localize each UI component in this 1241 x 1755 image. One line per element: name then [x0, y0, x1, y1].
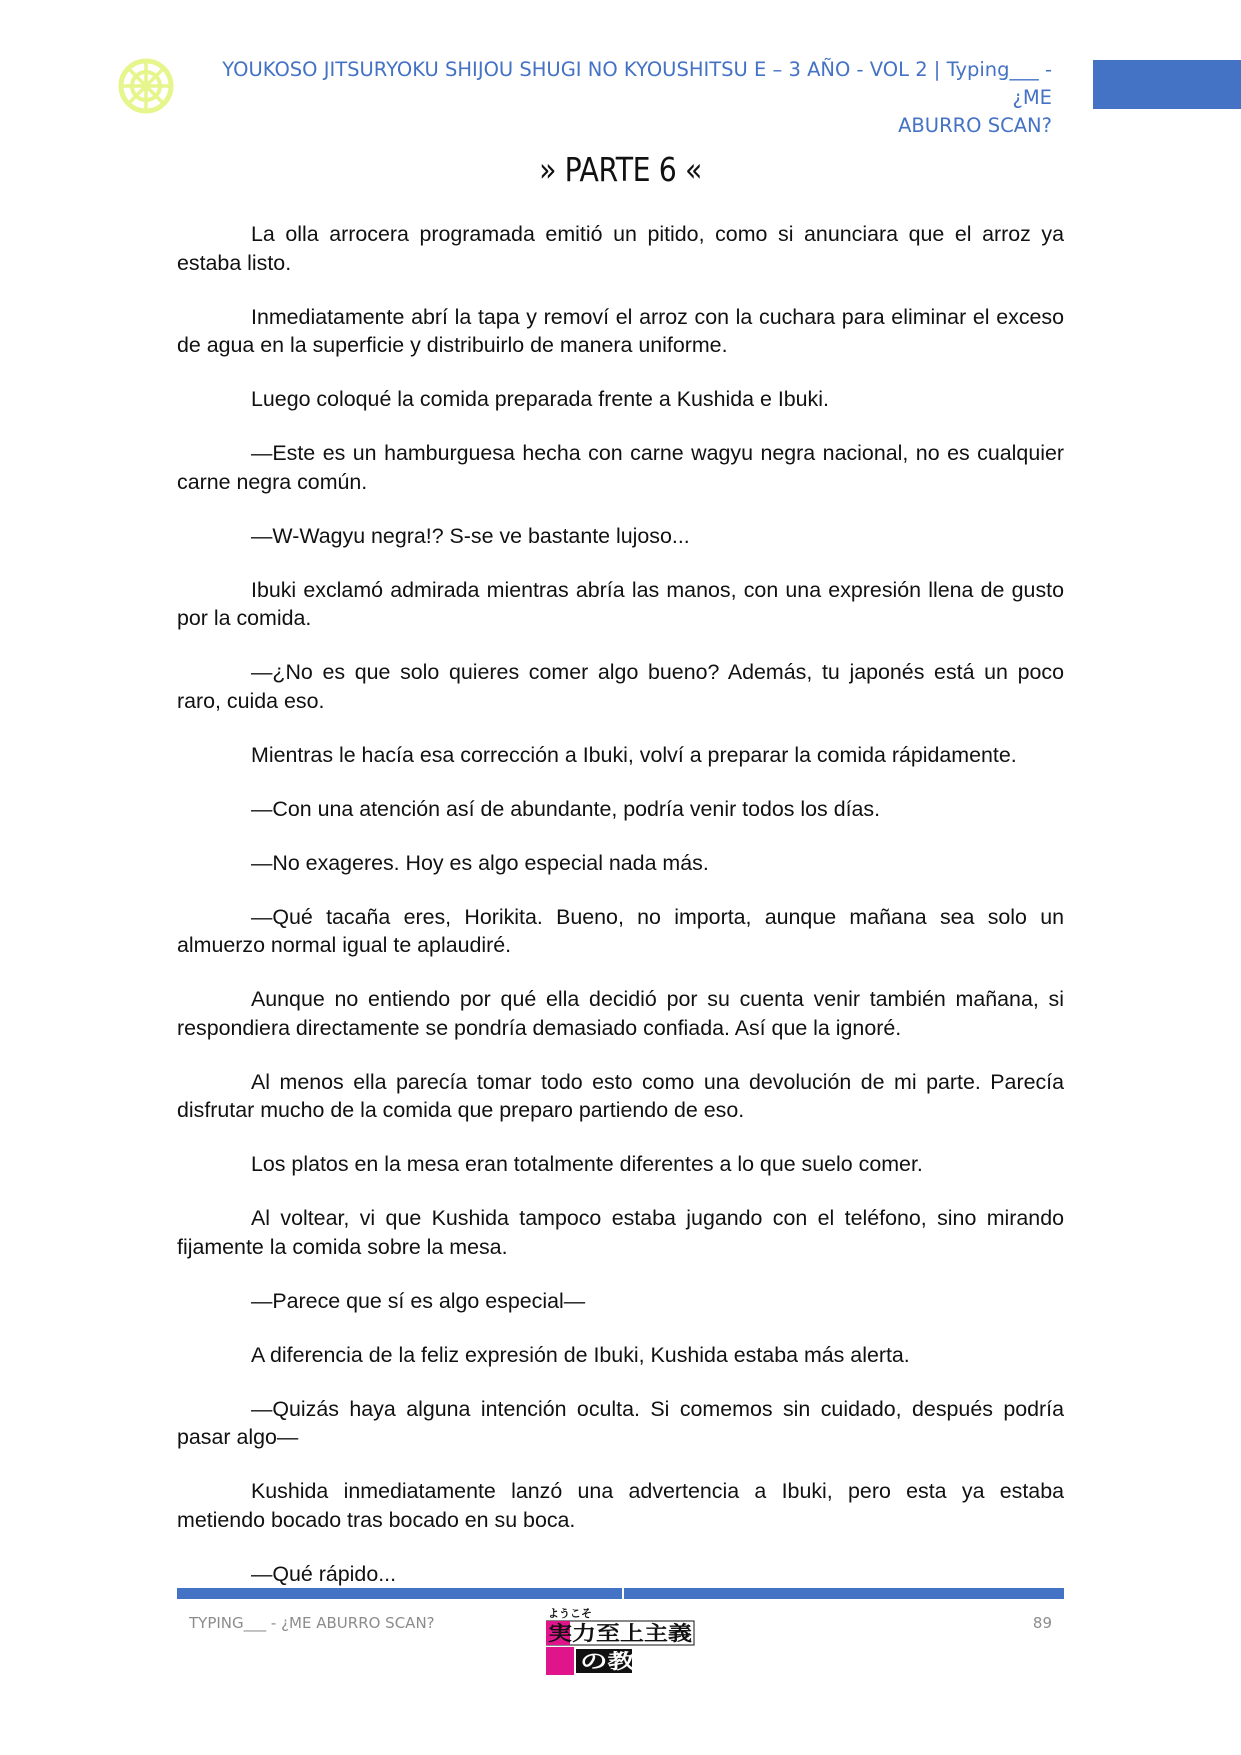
paragraph: —No exageres. Hoy es algo especial nada más.: [251, 850, 709, 875]
scan-group-logo-icon: [118, 58, 174, 114]
paragraph: —Con una atención así de abundante, podría venir todos los días.: [251, 796, 881, 821]
header-title: [190, 56, 1052, 140]
series-logo-row-1: 実力至上主義: [548, 1621, 692, 1645]
series-logo: [546, 1605, 696, 1677]
paragraph: —Qué tacaña eres, Horikita. Bueno, no importa, aunque mañana sea solo un almuerzo normal igual te aplaudiré.: [177, 904, 1064, 957]
chapter-title: » PARTE 6 «: [539, 150, 702, 189]
paragraph: Ibuki exclamó admirada mientras abría las manos, con una expresión llena de gusto por la comida.: [177, 577, 1064, 630]
paragraph: Kushida inmediatamente lanzó una advertencia a Ibuki, pero esta ya estaba metiendo bocado tras bocado en su boca.: [177, 1479, 1064, 1532]
paragraph: —Parece que sí es algo especial—: [251, 1288, 586, 1313]
paragraph: —¿No es que solo quieres comer algo bueno? Además, tu japonés está un poco raro, cuida eso.: [177, 660, 1064, 713]
paragraph: Al voltear, vi que Kushida tampoco estaba jugando con el teléfono, sino mirando fijamente la comida sobre la mesa.: [177, 1206, 1064, 1259]
body-text: [177, 220, 1064, 1614]
footer-divider-right: [624, 1588, 1064, 1599]
footer-divider-left: [177, 1588, 622, 1599]
paragraph: Inmediatamente abrí la tapa y removí el arroz con la cuchara para eliminar el exceso de agua en la superficie y distribuirlo de manera uniforme.: [177, 304, 1064, 357]
header-accent-bar: [1093, 60, 1241, 109]
series-logo-row-2: の教室へ: [580, 1649, 690, 1673]
paragraph: Los platos en la mesa eran totalmente diferentes a lo que suelo comer.: [251, 1152, 923, 1176]
page-number: 89: [1032, 1614, 1052, 1632]
paragraph: —Quizás haya alguna intención oculta. Si comemos sin cuidado, después podría pasar algo—: [177, 1396, 1064, 1449]
paragraph: Luego coloqué la comida preparada frente a Kushida e Ibuki.: [251, 387, 829, 411]
paragraph: A diferencia de la feliz expresión de Ibuki, Kushida estaba más alerta.: [251, 1342, 910, 1367]
paragraph: Al menos ella parecía tomar todo esto como una devolución de mi parte. Parecía disfrutar mucho de la comida que preparo partiendo de eso.: [177, 1069, 1064, 1122]
header-title-line-2: ABURRO SCAN?: [898, 114, 1052, 137]
paragraph: —Este es un hamburguesa hecha con carne wagyu negra nacional, no es cualquier carne negra común.: [177, 441, 1064, 494]
paragraph: Mientras le hacía esa corrección a Ibuki, volví a preparar la comida rápidamente.: [251, 742, 1017, 767]
series-logo-small-text: ようこそ: [548, 1607, 592, 1620]
footer-credit: TYPING___ - ¿ME ABURRO SCAN?: [189, 1614, 435, 1632]
paragraph: Aunque no entiendo por qué ella decidió por su cuenta venir también mañana, si respondiera directamente se pondría demasiado confiada. Así que la ignoré.: [177, 987, 1064, 1040]
footer-divider: [177, 1588, 1064, 1599]
paragraph: La olla arrocera programada emitió un pitido, como si anunciara que el arroz ya estaba listo.: [177, 222, 1064, 275]
paragraph: —Qué rápido...: [251, 1561, 397, 1586]
paragraph: —W-Wagyu negra!? S-se ve bastante lujoso...: [251, 523, 690, 548]
header-title-line-1: YOUKOSO JITSURYOKU SHIJOU SHUGI NO KYOUSHITSU E – 3 AÑO - VOL 2 | Typing___ - ¿ME: [222, 58, 1052, 109]
